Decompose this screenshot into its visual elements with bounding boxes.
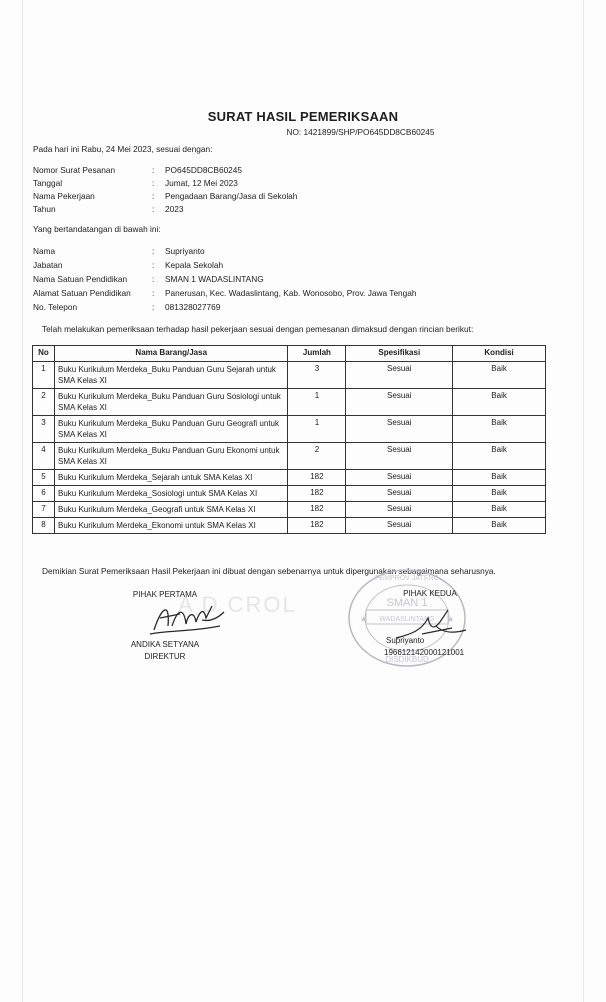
- table-row: [33, 486, 546, 502]
- opening-text: Pada hari ini Rabu, 24 Mei 2023, sesuai dengan:: [33, 144, 213, 154]
- order-label: Nomor Surat Pesanan: [33, 165, 116, 175]
- first-party-signature: [140, 596, 230, 638]
- cell-spec: Sesuai: [346, 518, 453, 534]
- cell-no: 1: [33, 362, 55, 389]
- cell-condition: Baik: [453, 362, 546, 389]
- first-party-heading: PIHAK PERTAMA: [132, 590, 198, 599]
- svg-text:WADASLINTANG: WADASLINTANG: [379, 616, 435, 623]
- page-edge-left: [22, 0, 23, 1002]
- first-party-title: DIREKTUR: [144, 652, 186, 661]
- cell-condition: Baik: [453, 502, 546, 518]
- signer-label: Nama Satuan Pendidikan: [33, 274, 128, 284]
- table-row: [33, 470, 546, 486]
- svg-text:DISDIKBUD: DISDIKBUD: [385, 655, 429, 664]
- signer-label: Alamat Satuan Pendidikan: [33, 288, 131, 298]
- table-row: [33, 502, 546, 518]
- signer-value: Supriyanto: [165, 246, 205, 256]
- colon: :: [152, 274, 155, 284]
- order-value: 2023: [165, 204, 184, 214]
- table-row: [33, 443, 546, 470]
- watermark: A D CROL: [178, 592, 297, 617]
- cell-name: Buku Kurikulum Merdeka_Sosiologi untuk SMA Kelas XI: [54, 486, 287, 502]
- cell-qty: 182: [288, 518, 346, 534]
- svg-text:PEMPROV JATENG: PEMPROV JATENG: [374, 575, 440, 582]
- second-party-heading: PIHAK KEDUA: [403, 589, 457, 598]
- signer-value: Panerusan, Kec. Wadaslintang, Kab. Wonosobo, Prov. Jawa Tengah: [165, 288, 417, 298]
- second-party-nip: 196612142000121001: [384, 648, 465, 657]
- cell-qty: 182: [288, 470, 346, 486]
- table-intro: Telah melakukan pemeriksaan terhadap hasil pekerjaan sesuai dengan pemesanan dimaksud dengan rincian berikut:: [42, 324, 474, 334]
- cell-name: Buku Kurikulum Merdeka_Buku Panduan Guru Ekonomi untuk SMA Kelas XI: [54, 443, 287, 470]
- cell-qty: 3: [288, 362, 346, 389]
- signer-value: 081328027769: [165, 302, 221, 312]
- cell-condition: Baik: [453, 486, 546, 502]
- header-name: Nama Barang/Jasa: [54, 346, 287, 362]
- header-qty: Jumlah: [288, 346, 346, 362]
- table-row: [33, 518, 546, 534]
- signer-intro: Yang bertandatangan di bawah ini:: [33, 224, 161, 234]
- signer-label: Nama: [33, 246, 56, 256]
- order-value: PO645DD8CB60245: [165, 165, 243, 175]
- cell-qty: 2: [288, 443, 346, 470]
- signer-value: SMAN 1 WADASLINTANG: [165, 274, 264, 284]
- closing-text: Demikian Surat Pemeriksaan Hasil Pekerjaan ini dibuat dengan sebenarnya untuk dipergunakan sebagaimana seharusnya.: [42, 566, 496, 576]
- header-condition: Kondisi: [453, 346, 546, 362]
- document-number: NO: 1421899/SHP/PO645DD8CB60245: [286, 127, 435, 137]
- cell-qty: 1: [288, 416, 346, 443]
- signer-label: No. Telepon: [33, 302, 78, 312]
- cell-spec: Sesuai: [346, 486, 453, 502]
- svg-text:★: ★: [447, 615, 455, 624]
- colon: :: [152, 165, 155, 175]
- cell-qty: 182: [288, 486, 346, 502]
- order-value: Pengadaan Barang/Jasa di Sekolah: [165, 191, 298, 201]
- cell-condition: Baik: [453, 416, 546, 443]
- cell-no: 8: [33, 518, 55, 534]
- cell-no: 6: [33, 486, 55, 502]
- cell-no: 3: [33, 416, 55, 443]
- colon: :: [152, 191, 155, 201]
- order-label: Tahun: [33, 204, 56, 214]
- cell-condition: Baik: [453, 443, 546, 470]
- cell-no: 7: [33, 502, 55, 518]
- document-title: SURAT HASIL PEMERIKSAAN: [207, 109, 399, 124]
- table-row: [33, 416, 546, 443]
- colon: :: [152, 204, 155, 214]
- items-table: [32, 345, 546, 534]
- cell-condition: Baik: [453, 389, 546, 416]
- cell-name: Buku Kurikulum Merdeka_Buku Panduan Guru Sosiologi untuk SMA Kelas XI: [54, 389, 287, 416]
- colon: :: [152, 302, 155, 312]
- cell-spec: Sesuai: [346, 502, 453, 518]
- cell-no: 2: [33, 389, 55, 416]
- svg-text:SMAN 1: SMAN 1: [386, 597, 428, 609]
- table-row: [33, 389, 546, 416]
- cell-no: 4: [33, 443, 55, 470]
- cell-spec: Sesuai: [346, 362, 453, 389]
- cell-qty: 182: [288, 502, 346, 518]
- second-party-name: Supriyanto: [386, 636, 425, 645]
- cell-spec: Sesuai: [346, 470, 453, 486]
- signer-value: Kepala Sekolah: [165, 260, 224, 270]
- cell-no: 5: [33, 470, 55, 486]
- colon: :: [152, 246, 155, 256]
- cell-name: Buku Kurikulum Merdeka_Buku Panduan Guru Sejarah untuk SMA Kelas XI: [54, 362, 287, 389]
- cell-name: Buku Kurikulum Merdeka_Ekonomi untuk SMA Kelas XI: [54, 518, 287, 534]
- cell-condition: Baik: [453, 518, 546, 534]
- table-header-row: [33, 346, 546, 362]
- order-label: Nama Pekerjaan: [33, 191, 95, 201]
- cell-spec: Sesuai: [346, 443, 453, 470]
- page-edge-right: [583, 0, 584, 1002]
- table-row: [33, 362, 546, 389]
- header-spec: Spesifikasi: [346, 346, 453, 362]
- cell-condition: Baik: [453, 470, 546, 486]
- cell-name: Buku Kurikulum Merdeka_Buku Panduan Guru Geografi untuk SMA Kelas XI: [54, 416, 287, 443]
- cell-spec: Sesuai: [346, 389, 453, 416]
- colon: :: [152, 288, 155, 298]
- order-label: Tanggal: [33, 178, 63, 188]
- first-party-name: ANDIKA SETYANA: [130, 640, 200, 649]
- signer-label: Jabatan: [33, 260, 63, 270]
- cell-name: Buku Kurikulum Merdeka_Sejarah untuk SMA Kelas XI: [54, 470, 287, 486]
- cell-name: Buku Kurikulum Merdeka_Geografi untuk SMA Kelas XI: [54, 502, 287, 518]
- colon: :: [152, 178, 155, 188]
- svg-text:★: ★: [360, 615, 368, 624]
- colon: :: [152, 260, 155, 270]
- order-value: Jumat, 12 Mei 2023: [165, 178, 238, 188]
- cell-spec: Sesuai: [346, 416, 453, 443]
- cell-qty: 1: [288, 389, 346, 416]
- header-no: No: [33, 346, 55, 362]
